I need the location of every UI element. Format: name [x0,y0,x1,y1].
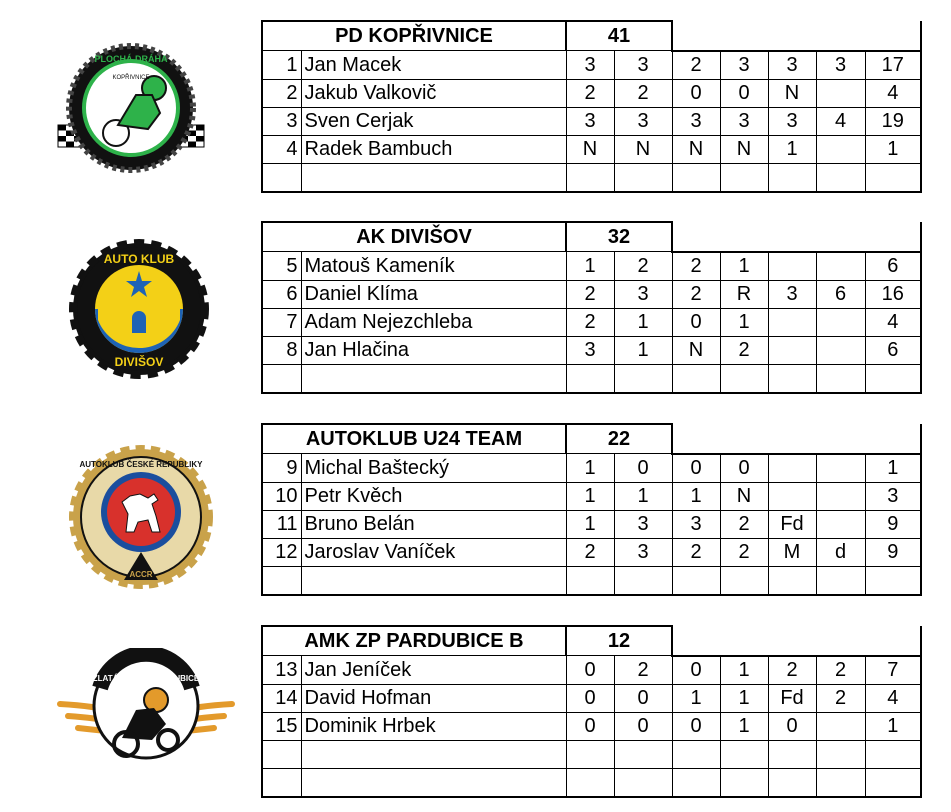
rider-number: 15 [262,712,301,740]
team-name: AK DIVIŠOV [262,222,566,252]
heat-score: 3 [566,336,614,364]
heat-score: 2 [720,336,768,364]
heat-score: 3 [614,280,672,308]
team-name: AMK ZP PARDUBICE B [262,626,566,656]
plocha-draha-koprivnice-logo [56,33,206,183]
heat-score: 1 [614,336,672,364]
table-row [262,280,921,308]
heat-score: N [768,79,816,107]
rider-total: 9 [865,538,921,566]
team-table-pardubice-b [261,625,922,798]
heat-score: 3 [672,510,720,538]
table-row-empty [262,740,921,768]
rider-total: 4 [865,684,921,712]
heat-score: N [720,135,768,163]
heat-score: 2 [816,656,865,685]
heat-score: 0 [566,656,614,685]
rider-number: 8 [262,336,301,364]
table-row [262,684,921,712]
svg-text:ACCR: ACCR [129,570,153,579]
team-total: 32 [566,222,672,252]
heat-score: 3 [566,51,614,80]
rider-number: 2 [262,79,301,107]
rider-name: David Hofman [301,684,566,712]
rider-number: 4 [262,135,301,163]
rider-number: 13 [262,656,301,685]
rider-number: 5 [262,252,301,281]
rider-name: Jan Jeníček [301,656,566,685]
rider-name: Jaroslav Vaníček [301,538,566,566]
table-row-empty [262,163,921,192]
heat-score: 2 [566,538,614,566]
heat-score: 2 [672,252,720,281]
table-row [262,51,921,80]
rider-name: Jan Hlačina [301,336,566,364]
rider-name: Michal Baštecký [301,454,566,483]
team-total: 12 [566,626,672,656]
heat-score: 2 [720,510,768,538]
table-row [262,538,921,566]
heat-score: 2 [566,280,614,308]
heat-score [816,510,865,538]
heat-score: 2 [672,280,720,308]
heat-score: 6 [816,280,865,308]
rider-total: 16 [865,280,921,308]
rider-total: 1 [865,712,921,740]
rider-name: Petr Kvěch [301,482,566,510]
rider-name: Radek Bambuch [301,135,566,163]
svg-text:AUTOKLUB ČESKÉ REPUBLIKY: AUTOKLUB ČESKÉ REPUBLIKY [79,460,203,469]
rider-number: 12 [262,538,301,566]
rider-total: 1 [865,135,921,163]
heat-score: 0 [720,79,768,107]
team-total: 22 [566,424,672,454]
table-row [262,107,921,135]
svg-text:ZLATÁ PŘILBA PARDUBICE: ZLATÁ PŘILBA PARDUBICE [92,674,200,683]
rider-total: 3 [865,482,921,510]
heat-score [816,79,865,107]
team-table-autoklub-u24 [261,423,922,596]
heat-score: 3 [614,538,672,566]
rider-number: 6 [262,280,301,308]
heat-score: 1 [566,482,614,510]
rider-name: Matouš Kameník [301,252,566,281]
heat-score: 2 [672,538,720,566]
rider-name: Jan Macek [301,51,566,80]
heat-score: 3 [672,107,720,135]
rider-number: 11 [262,510,301,538]
team-name: PD KOPŘIVNICE [262,21,566,51]
heat-score: 3 [720,51,768,80]
svg-text:DIVIŠOV: DIVIŠOV [114,355,164,369]
table-row [262,308,921,336]
heat-score: N [720,482,768,510]
heat-score: 2 [566,79,614,107]
team-table-divisov [261,221,922,394]
heat-score: 1 [720,656,768,685]
rider-number: 10 [262,482,301,510]
heat-score: Fd [768,684,816,712]
auto-klub-divisov-logo [68,238,210,380]
rider-total: 17 [865,51,921,80]
heat-score: 1 [672,482,720,510]
heat-score: 1 [566,252,614,281]
heat-score: 1 [672,684,720,712]
heat-score: 1 [566,454,614,483]
rider-name: Daniel Klíma [301,280,566,308]
heat-score: 1 [768,135,816,163]
heat-score [816,336,865,364]
heat-score: 2 [614,656,672,685]
heat-score: 3 [614,107,672,135]
heat-score: 1 [720,252,768,281]
rider-total: 7 [865,656,921,685]
heat-score: 2 [566,308,614,336]
heat-score: 0 [614,454,672,483]
heat-score: 3 [614,510,672,538]
heat-score: 1 [720,308,768,336]
table-row [262,454,921,483]
rider-number: 9 [262,454,301,483]
rider-number: 1 [262,51,301,80]
heat-score: 3 [720,107,768,135]
heat-score [768,336,816,364]
heat-score: 0 [768,712,816,740]
heat-score: 2 [614,252,672,281]
heat-score: 1 [566,510,614,538]
heat-score: 2 [672,51,720,80]
heat-score: 3 [768,51,816,80]
heat-score: 0 [614,684,672,712]
heat-score: 0 [614,712,672,740]
svg-text:PLOCHÁ DRÁHA: PLOCHÁ DRÁHA [94,54,168,64]
rider-name: Sven Cerjak [301,107,566,135]
heat-score: 1 [720,712,768,740]
rider-total: 6 [865,252,921,281]
team-name: AUTOKLUB U24 TEAM [262,424,566,454]
table-row [262,135,921,163]
table-row [262,482,921,510]
heat-score: 2 [768,656,816,685]
heat-score: 0 [672,656,720,685]
table-row [262,79,921,107]
heat-score: 3 [816,51,865,80]
heat-score [816,712,865,740]
heat-score: Fd [768,510,816,538]
heat-score: 3 [768,107,816,135]
table-row [262,656,921,685]
rider-total: 1 [865,454,921,483]
rider-number: 14 [262,684,301,712]
rider-total: 6 [865,336,921,364]
heat-score [768,308,816,336]
heat-score [816,308,865,336]
heat-score: 1 [614,482,672,510]
table-row-empty [262,768,921,797]
heat-score [768,454,816,483]
rider-total: 19 [865,107,921,135]
heat-score: 3 [768,280,816,308]
svg-text:AUTO KLUB: AUTO KLUB [103,252,175,266]
heat-score [816,135,865,163]
rider-number: 7 [262,308,301,336]
heat-score: 2 [720,538,768,566]
team-total: 41 [566,21,672,51]
table-row [262,510,921,538]
zlata-prilba-pardubice-logo [56,648,236,763]
heat-score: R [720,280,768,308]
team-table-koprivnice [261,20,922,193]
heat-score [816,482,865,510]
table-row [262,336,921,364]
heat-score [768,482,816,510]
heat-score: 3 [614,51,672,80]
rider-number: 3 [262,107,301,135]
heat-score: d [816,538,865,566]
heat-score: 0 [672,79,720,107]
heat-score: 0 [672,712,720,740]
heat-score: 3 [566,107,614,135]
rider-name: Adam Nejezchleba [301,308,566,336]
heat-score: 0 [720,454,768,483]
rider-total: 4 [865,79,921,107]
heat-score: 1 [614,308,672,336]
autoklub-ceske-republiky-logo [68,444,214,590]
rider-name: Jakub Valkovič [301,79,566,107]
heat-score: N [672,336,720,364]
table-row-empty [262,364,921,393]
heat-score: 0 [672,454,720,483]
heat-score: N [614,135,672,163]
heat-score: 0 [672,308,720,336]
svg-text:KOPŘIVNICE: KOPŘIVNICE [112,75,150,81]
table-row [262,712,921,740]
heat-score: 0 [566,712,614,740]
heat-score: 4 [816,107,865,135]
heat-score: 2 [816,684,865,712]
heat-score: 2 [614,79,672,107]
rider-total: 9 [865,510,921,538]
rider-total: 4 [865,308,921,336]
table-row [262,252,921,281]
heat-score: 0 [566,684,614,712]
heat-score: M [768,538,816,566]
heat-score: 1 [720,684,768,712]
table-row-empty [262,566,921,595]
heat-score: N [672,135,720,163]
rider-name: Bruno Belán [301,510,566,538]
heat-score [816,252,865,281]
heat-score [816,454,865,483]
heat-score: N [566,135,614,163]
rider-name: Dominik Hrbek [301,712,566,740]
heat-score [768,252,816,281]
